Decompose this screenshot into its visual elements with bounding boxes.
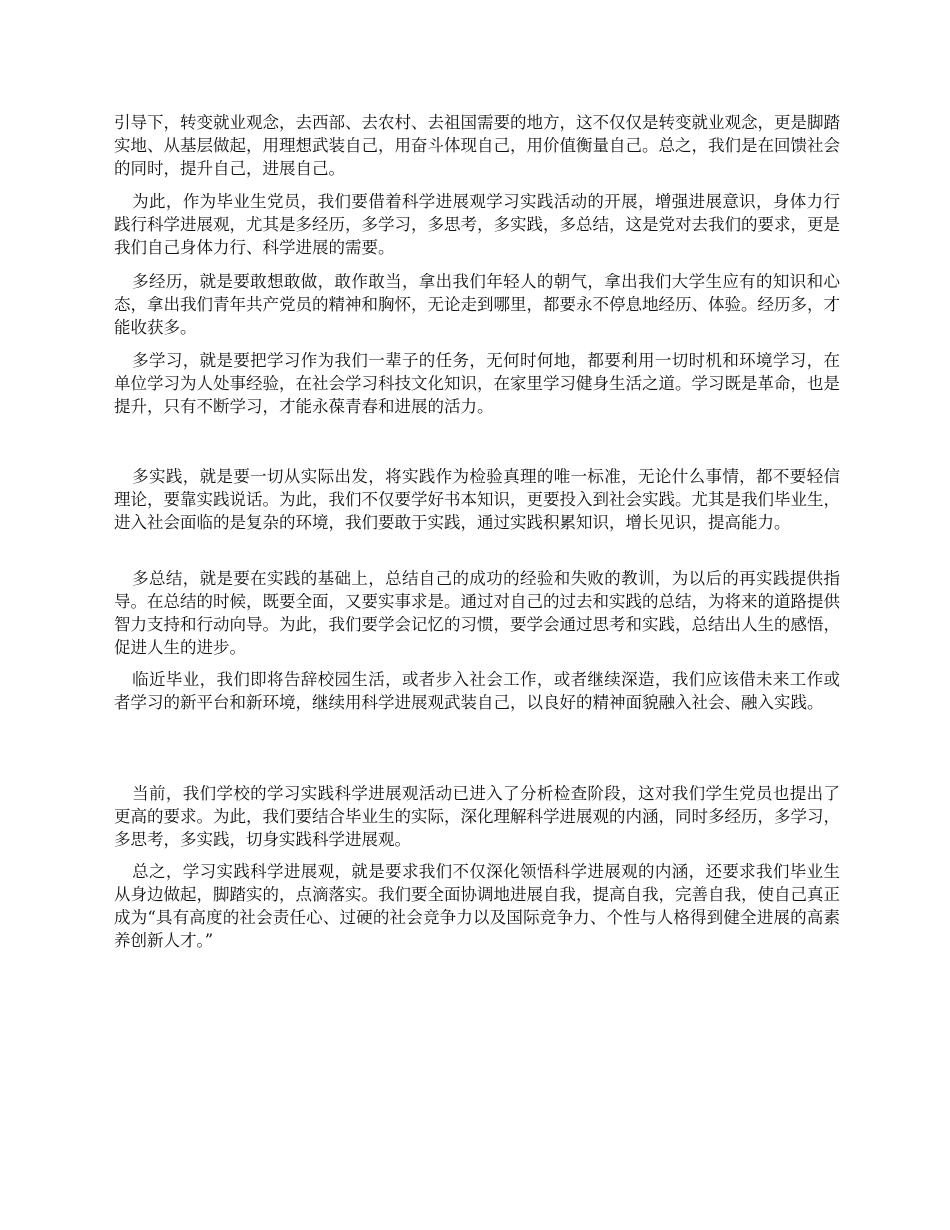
paragraph-more-practice: 多实践，就是要一切从实际出发，将实践作为检验真理的唯一标准，无论什么事情，都不要轻信理论，要靠实践说话。为此，我们不仅要学好书本知识，更要投入到社会实践。尤其是我们毕业生，进入社会面临的是复杂的环境，我们要敢于实践，通过实践积累知识，增长见识，提高能力。 — [114, 467, 840, 532]
paragraph-more-learning: 多学习，就是要把学习作为我们一辈子的任务，无何时何地，都要利用一切时机和环境学习，在单位学习为人处事经验，在社会学习科技文化知识，在家里学习健身生活之道。学习既是革命，也是提升，只有不断学习，才能永葆青春和进展的活力。 — [114, 351, 840, 416]
paragraph-current-stage: 当前，我们学校的学习实践科学进展观活动已进入了分析检查阶段，这对我们学生党员也提出了更高的要求。为此，我们要结合毕业生的实际，深化理解科学进展观的内涵，同时多经历，多学习，多思考，多实践，切身实践科学进展观。 — [114, 784, 840, 849]
paragraph-intro-continued: 引导下，转变就业观念，去西部、去农村、去祖国需要的地方，这不仅仅是转变就业观念，更是脚踏实地、从基层做起，用理想武装自己，用奋斗体现自己，用价值衡量自己。总之，我们是在回馈社会的同时，提升自己，进展自己。 — [114, 113, 840, 178]
paragraph-party-member: 为此，作为毕业生党员，我们要借着科学进展观学习实践活动的开展，增强进展意识，身体力行践行科学进展观，尤其是多经历，多学习，多思考，多实践，多总结，这是党对去我们的要求，更是我们自己身体力行、科学进展的需要。 — [114, 192, 840, 257]
paragraph-graduation: 临近毕业，我们即将告辞校园生活，或者步入社会工作，或者继续深造，我们应该借未来工作或者学习的新平台和新环境，继续用科学进展观武装自己，以良好的精神面貌融入社会、融入实践。 — [114, 670, 840, 712]
paragraph-conclusion: 总之，学习实践科学进展观，就是要求我们不仅深化领悟科学进展观的内涵，还要求我们毕业生从身边做起，脚踏实的，点滴落实。我们要全面协调地进展自我，提高自我，完善自我，使自己真正成为“具有高度的社会责任心、过硬的社会竞争力以及国际竞争力、个性与人格得到健全进展的高素养创新人才。” — [114, 862, 840, 950]
paragraph-more-summary: 多总结，就是要在实践的基础上，总结自己的成功的经验和失败的教训，为以后的再实践提供指导。在总结的时候，既要全面，又要实事求是。通过对自己的过去和实践的总结，为将来的道路提供智力支持和行动向导。为此，我们要学会记忆的习惯，要学会通过思考和实践，总结出人生的感悟，促进人生的进步。 — [114, 569, 840, 657]
paragraph-more-experience: 多经历，就是要敢想敢做，敢作敢当，拿出我们年轻人的朝气，拿出我们大学生应有的知识和心态，拿出我们青年共产党员的精神和胸怀，无论走到哪里，都要永不停息地经历、体验。经历多，才能收获多。 — [114, 272, 840, 337]
